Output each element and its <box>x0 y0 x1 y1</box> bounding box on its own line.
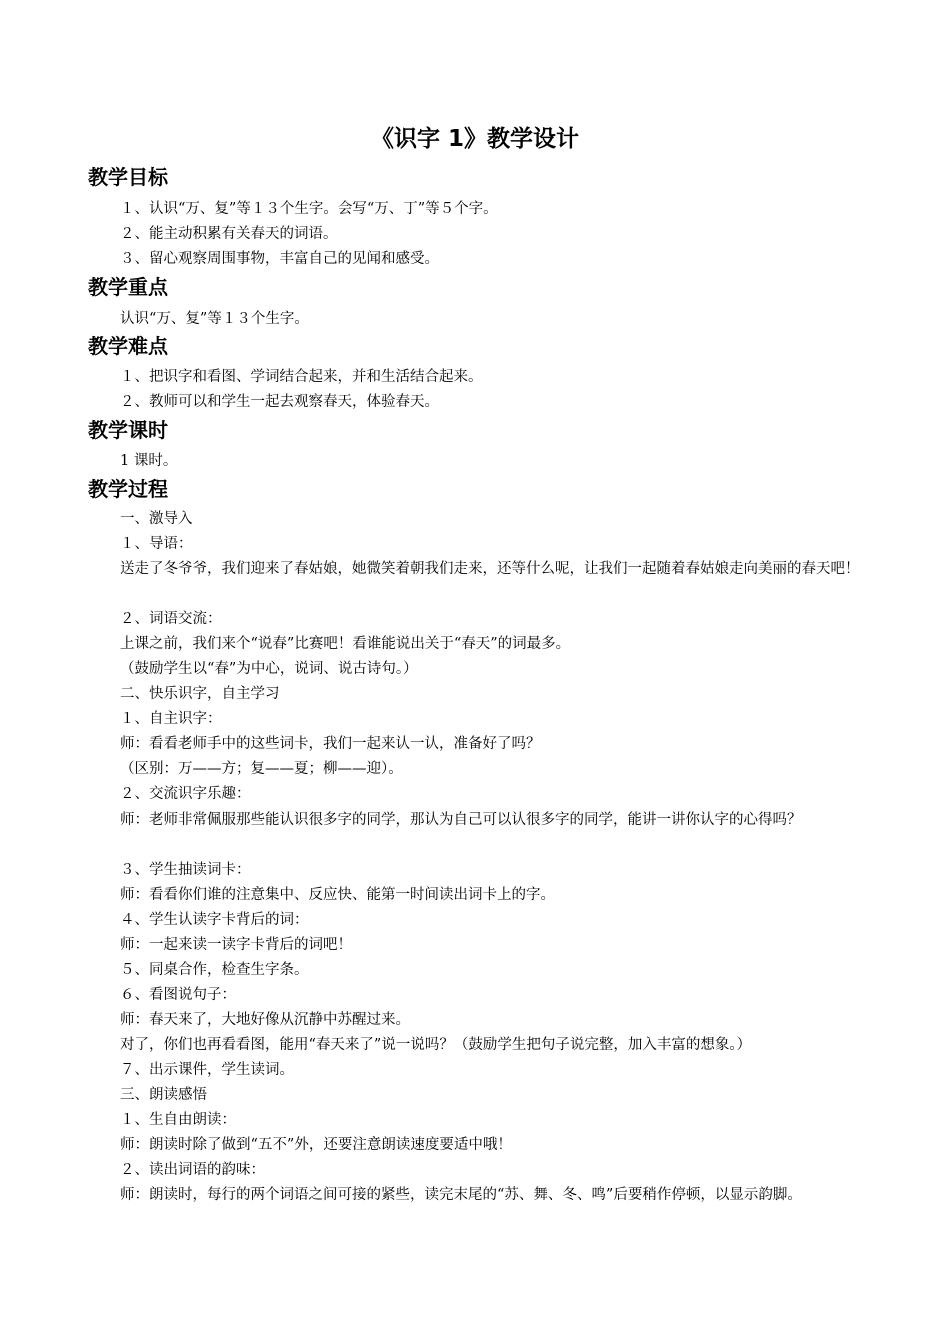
heading-process: 教学过程 <box>88 477 168 501</box>
process-line: 师：朗读时除了做到“五不”外，还要注意朗读速度要适中哦！ <box>120 1137 512 1153</box>
process-paragraph: 师：老师非常佩服那些能认识很多字的同学，那认为自己可以认很多字的同学，能讲一讲你认字的心得吗？ <box>120 812 802 828</box>
process-line: 一、激导入 <box>120 511 193 527</box>
process-line: ７、出示课件，学生读词。 <box>120 1062 294 1078</box>
goal-line-1: １、认识“万、复”等１３个生字。会写“万、丁”等５个字。 <box>120 201 498 217</box>
process-line: 师：看看老师手中的这些词卡，我们一起来认一认，准备好了吗？ <box>120 736 541 752</box>
process-line: ２、交流识字乐趣： <box>120 786 251 802</box>
difficulty-line-2: ２、教师可以和学生一起去观察春天，体验春天。 <box>120 394 439 410</box>
process-line: ２、读出词语的韵味： <box>120 1162 265 1178</box>
goal-line-3: ３、留心观察周围事物，丰富自己的见闻和感受。 <box>120 251 439 267</box>
process-line: 师：一起来读一读字卡背后的词吧！ <box>120 937 352 953</box>
heading-goals: 教学目标 <box>88 165 168 189</box>
document-title: 《识字 1》教学设计 <box>370 126 579 152</box>
process-paragraph: 送走了冬爷爷，我们迎来了春姑娘，她微笑着朝我们走来，还等什么呢，让我们一起随着春姑娘走向美丽的春天吧！ <box>120 561 860 577</box>
hours-line-1: 1 课时。 <box>120 453 178 469</box>
process-line: ６、看图说句子： <box>120 987 236 1003</box>
process-line: １、导语： <box>120 536 193 552</box>
process-line: ４、学生认读字卡背后的词： <box>120 912 309 928</box>
process-line: １、自主识字： <box>120 711 222 727</box>
heading-difficulties: 教学难点 <box>88 334 168 358</box>
process-line: １、生自由朗读： <box>120 1112 236 1128</box>
process-line: 对了，你们也再看看图，能用“春天来了”说一说吗？（鼓励学生把句子说完整，加入丰富的想象。） <box>120 1037 752 1053</box>
process-line: ５、同桌合作，检查生字条。 <box>120 962 309 978</box>
difficulty-line-1: １、把识字和看图、学词结合起来，并和生活结合起来。 <box>120 369 483 385</box>
process-line: ３、学生抽读词卡： <box>120 862 251 878</box>
process-line: （区别：万——方；复——夏；柳——迎）。 <box>120 761 403 777</box>
process-line: 师：看看你们谁的注意集中、反应快、能第一时间读出词卡上的字。 <box>120 887 555 903</box>
process-line: 师：春天来了，大地好像从沉静中苏醒过来。 <box>120 1012 410 1028</box>
goal-line-2: ２、能主动积累有关春天的词语。 <box>120 226 338 242</box>
process-line: 师：朗读时，每行的两个词语之间可接的紧些，读完末尾的“苏、舞、冬、鸣”后要稍作停顿，以显示韵脚。 <box>120 1187 802 1203</box>
process-line: 上课之前，我们来个“说春”比赛吧！看谁能说出关于“春天”的词最多。 <box>120 636 571 652</box>
heading-key-points: 教学重点 <box>88 275 168 299</box>
key-point-line-1: 认识“万、复”等１３个生字。 <box>120 311 309 327</box>
process-line: （鼓励学生以“春”为中心，说词、说古诗句。） <box>120 661 418 677</box>
process-line: 三、朗读感悟 <box>120 1087 207 1103</box>
process-line: 二、快乐识字，自主学习 <box>120 686 280 702</box>
heading-hours: 教学课时 <box>88 418 168 442</box>
process-line: ２、词语交流： <box>120 611 222 627</box>
